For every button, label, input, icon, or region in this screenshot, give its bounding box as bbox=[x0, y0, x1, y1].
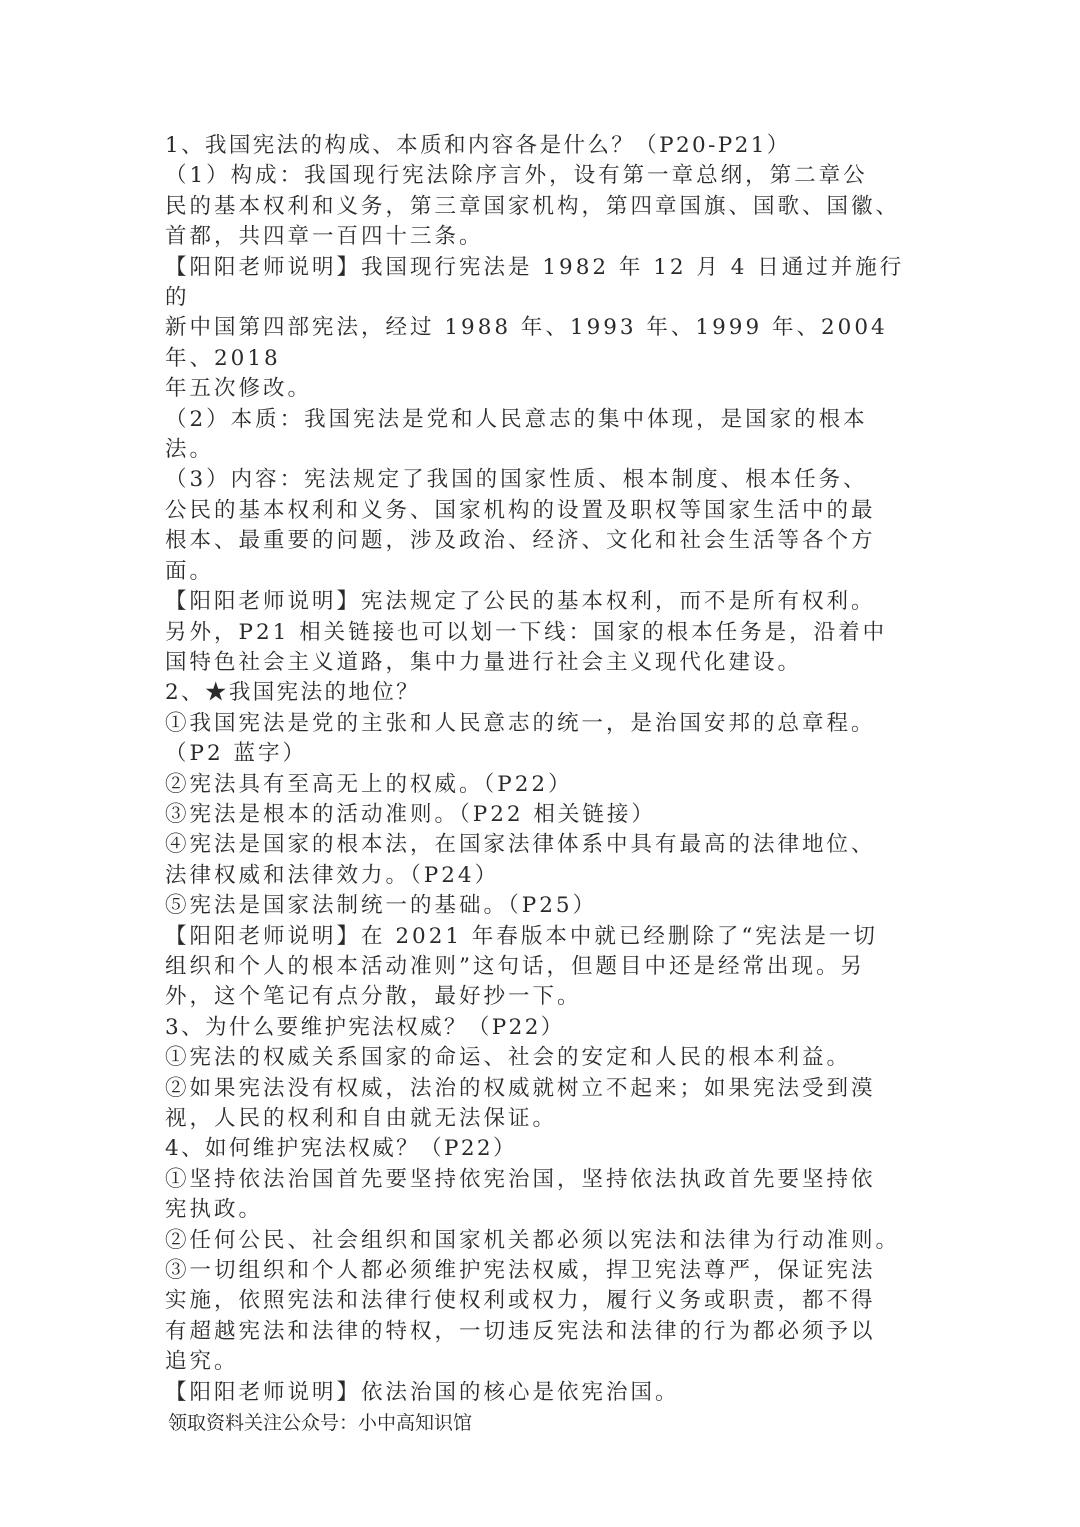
list-item-line: ③一切组织和个人都必须维护宪法权威，捍卫宪法尊严，保证宪法 bbox=[165, 1258, 876, 1284]
list-item-line: 有超越宪法和法律的特权，一切违反宪法和法律的行为都必须予以 bbox=[165, 1318, 876, 1344]
text-line: （2）本质：我国宪法是党和人民意志的集中体现，是国家的根本 bbox=[165, 406, 868, 432]
text-line: 首都，共四章一百四十三条。 bbox=[165, 224, 484, 250]
list-item-line: 宪执政。 bbox=[165, 1197, 264, 1223]
text-line: 法。 bbox=[165, 437, 215, 463]
list-item-line: ③宪法是根本的活动准则。（P22 相关链接） bbox=[165, 801, 656, 827]
list-item-line: ①我国宪法是党的主张和人民意志的统一，是治国安邦的总章程。 bbox=[165, 710, 876, 736]
list-item-line: ②如果宪法没有权威，法治的权威就树立不起来；如果宪法受到漠 bbox=[165, 1075, 876, 1101]
teacher-note-line: 新中国第四部宪法，经过 1988 年、1993 年、1999 年、2004 年、2018 bbox=[165, 315, 898, 371]
document-body bbox=[165, 131, 925, 1408]
list-item-line: （P2 蓝字） bbox=[165, 741, 307, 767]
teacher-note-line: 【阳阳老师说明】依法治国的核心是依宪治国。 bbox=[165, 1379, 680, 1405]
question-heading-3: 3、为什么要维护宪法权威？（P22） bbox=[165, 1014, 565, 1040]
teacher-note-line: 年五次修改。 bbox=[165, 376, 313, 402]
text-line: 根本、最重要的问题，涉及政治、经济、文化和社会生活等各个方 bbox=[165, 528, 876, 554]
teacher-note-line: 【阳阳老师说明】宪法规定了公民的基本权利，而不是所有权利。 bbox=[165, 589, 876, 615]
list-item-line: ①宪法的权威关系国家的命运、社会的安定和人民的根本利益。 bbox=[165, 1045, 852, 1071]
list-item-line: 法律权威和法律效力。（P24） bbox=[165, 862, 500, 888]
question-heading-4: 4、如何维护宪法权威？（P22） bbox=[165, 1136, 517, 1162]
question-heading-2: 2、★我国宪法的地位？ bbox=[165, 680, 421, 706]
teacher-note-line: 【阳阳老师说明】我国现行宪法是 1982 年 12 月 4 日通过并施行的 bbox=[165, 254, 905, 311]
footer-note: 领取资料关注公众号：小中高知识馆 bbox=[168, 1412, 473, 1434]
list-item-line: 追究。 bbox=[165, 1349, 239, 1375]
list-item-line: ①坚持依法治国首先要坚持依宪治国，坚持依法执政首先要坚持依 bbox=[165, 1166, 876, 1192]
text-line: 民的基本权利和义务，第三章国家机构，第四章国旗、国歌、国徽、 bbox=[165, 193, 901, 219]
text-line: （3）内容：宪法规定了我国的国家性质、根本制度、根本任务、 bbox=[165, 467, 868, 493]
teacher-note-line: 【阳阳老师说明】在 2021 年春版本中就已经删除了“宪法是一切 bbox=[165, 923, 878, 949]
teacher-note-line: 外，这个笔记有点分散，最好抄一下。 bbox=[165, 984, 582, 1010]
teacher-note-line: 组织和个人的根本活动准则”这句话，但题目中还是经常出现。另 bbox=[165, 953, 865, 979]
list-item-line: ⑤宪法是国家法制统一的基础。（P25） bbox=[165, 893, 598, 919]
list-item-line: 视，人民的权利和自由就无法保证。 bbox=[165, 1106, 558, 1131]
question-heading-1: 1、我国宪法的构成、本质和内容各是什么？（P20-P21） bbox=[165, 133, 791, 158]
text-line: （1）构成：我国现行宪法除序言外，设有第一章总纲，第二章公 bbox=[165, 163, 868, 189]
teacher-note-line: 国特色社会主义道路，集中力量进行社会主义现代化建设。 bbox=[165, 649, 803, 675]
list-item-line: ④宪法是国家的根本法，在国家法律体系中具有最高的法律地位、 bbox=[165, 832, 876, 858]
text-line: 公民的基本权利和义务、国家机构的设置及职权等国家生活中的最 bbox=[165, 497, 876, 523]
list-item-line: ②宪法具有至高无上的权威。（P22） bbox=[165, 771, 573, 797]
teacher-note-line: 另外，P21 相关链接也可以划一下线：国家的根本任务是，沿着中 bbox=[165, 619, 888, 645]
list-item-line: ②任何公民、社会组织和国家机关都必须以宪法和法律为行动准则。 bbox=[165, 1227, 901, 1253]
text-line: 面。 bbox=[165, 558, 215, 584]
list-item-line: 实施，依照宪法和法律行使权利或权力，履行义务或职责，都不得 bbox=[165, 1288, 876, 1314]
